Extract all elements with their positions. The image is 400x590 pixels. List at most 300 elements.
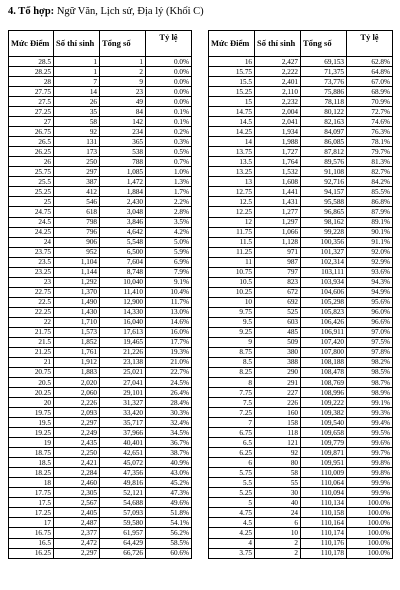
cell-ratio: 99.3%	[347, 408, 393, 418]
cell-candidates: 2,377	[54, 528, 100, 538]
cell-total: 234	[100, 127, 146, 137]
cell-total: 35,717	[100, 418, 146, 428]
cell-ratio: 62.8%	[347, 57, 393, 67]
table-row	[209, 448, 393, 458]
cell-ratio: 93.6%	[347, 267, 393, 277]
cell-total: 142	[100, 117, 146, 127]
cell-score-level: 24.5	[9, 217, 54, 227]
column-header-score-level: Mức Điểm	[209, 31, 255, 57]
cell-score-level: 5	[209, 498, 255, 508]
cell-score-level: 7	[209, 418, 255, 428]
table-row	[9, 107, 192, 117]
cell-score-level: 10.75	[209, 267, 255, 277]
cell-total: 110,064	[301, 478, 347, 488]
cell-candidates: 2,297	[54, 548, 100, 558]
cell-candidates: 2,284	[54, 468, 100, 478]
cell-candidates: 1,912	[54, 357, 100, 367]
cell-score-level: 25	[9, 197, 54, 207]
cell-ratio: 90.1%	[347, 227, 393, 237]
table-row	[9, 337, 192, 347]
cell-candidates: 618	[54, 207, 100, 217]
cell-candidates: 1,532	[255, 167, 301, 177]
cell-total: 86,085	[301, 137, 347, 147]
cell-score-level: 5.25	[209, 488, 255, 498]
cell-total: 101,327	[301, 247, 347, 257]
cell-ratio: 70.9%	[347, 97, 393, 107]
cell-candidates: 1,761	[54, 347, 100, 357]
cell-candidates: 297	[54, 167, 100, 177]
cell-candidates: 250	[54, 157, 100, 167]
cell-candidates: 291	[255, 378, 301, 388]
cell-ratio: 78.1%	[347, 137, 393, 147]
cell-total: 91,108	[301, 167, 347, 177]
table-row	[9, 508, 192, 518]
cell-candidates: 2,093	[54, 408, 100, 418]
cell-score-level: 20.5	[9, 378, 54, 388]
cell-candidates: 2,460	[54, 478, 100, 488]
cell-candidates: 173	[54, 147, 100, 157]
cell-ratio: 97.5%	[347, 337, 393, 347]
cell-candidates: 1,608	[255, 177, 301, 187]
cell-candidates: 290	[255, 367, 301, 377]
cell-ratio: 40.9%	[146, 458, 192, 468]
cell-score-level: 26.75	[9, 127, 54, 137]
cell-total: 84	[100, 107, 146, 117]
cell-score-level: 5.5	[209, 478, 255, 488]
cell-total: 5,548	[100, 237, 146, 247]
cell-score-level: 6.75	[209, 428, 255, 438]
cell-candidates: 2,249	[54, 428, 100, 438]
cell-score-level: 27.75	[9, 87, 54, 97]
table-row	[209, 217, 393, 227]
cell-ratio: 1.3%	[146, 177, 192, 187]
cell-total: 42,651	[100, 448, 146, 458]
cell-candidates: 2	[255, 548, 301, 558]
cell-ratio: 100.0%	[347, 538, 393, 548]
cell-total: 14,330	[100, 307, 146, 317]
table-row	[9, 267, 192, 277]
cell-total: 92,716	[301, 177, 347, 187]
cell-candidates: 158	[255, 418, 301, 428]
cell-ratio: 99.9%	[347, 478, 393, 488]
cell-ratio: 1.0%	[146, 167, 192, 177]
table-header-row	[9, 31, 192, 57]
cell-ratio: 54.1%	[146, 518, 192, 528]
cell-total: 110,178	[301, 548, 347, 558]
cell-candidates: 509	[255, 337, 301, 347]
cell-total: 69,153	[301, 57, 347, 67]
cell-score-level: 11.5	[209, 237, 255, 247]
cell-total: 73,776	[301, 77, 347, 87]
cell-ratio: 98.7%	[347, 378, 393, 388]
cell-candidates: 2,004	[255, 107, 301, 117]
table-row	[9, 77, 192, 87]
cell-candidates: 823	[255, 277, 301, 287]
cell-total: 108,996	[301, 388, 347, 398]
table-row	[9, 97, 192, 107]
table-row	[209, 167, 393, 177]
cell-candidates: 1,292	[54, 277, 100, 287]
cell-ratio: 19.3%	[146, 347, 192, 357]
cell-total: 109,871	[301, 448, 347, 458]
table-row	[209, 317, 393, 327]
table-row	[9, 367, 192, 377]
cell-total: 64,429	[100, 538, 146, 548]
cell-score-level: 24.75	[9, 207, 54, 217]
cell-candidates: 30	[255, 488, 301, 498]
cell-score-level: 18	[9, 478, 54, 488]
cell-total: 11,410	[100, 287, 146, 297]
cell-total: 27,041	[100, 378, 146, 388]
cell-ratio: 2.2%	[146, 197, 192, 207]
cell-ratio: 21.0%	[146, 357, 192, 367]
cell-ratio: 97.0%	[347, 327, 393, 337]
table-row	[209, 247, 393, 257]
table-row	[9, 217, 192, 227]
cell-total: 49	[100, 97, 146, 107]
table-row	[209, 367, 393, 377]
table-row	[209, 438, 393, 448]
column-header-ratio: Tỷ lệ	[146, 31, 192, 57]
cell-score-level: 24	[9, 237, 54, 247]
cell-candidates: 1,727	[255, 147, 301, 157]
cell-ratio: 94.3%	[347, 277, 393, 287]
cell-total: 84,097	[301, 127, 347, 137]
cell-ratio: 0.5%	[146, 147, 192, 157]
cell-score-level: 27.5	[9, 97, 54, 107]
cell-total: 52,121	[100, 488, 146, 498]
section-subjects: Ngữ Văn, Lịch sử, Địa lý (Khối C)	[56, 6, 204, 17]
cell-ratio: 92.9%	[347, 257, 393, 267]
cell-score-level: 21.75	[9, 327, 54, 337]
cell-score-level: 28.5	[9, 57, 54, 67]
table-row	[209, 287, 393, 297]
cell-candidates: 10	[255, 528, 301, 538]
cell-total: 106,911	[301, 327, 347, 337]
table-row	[209, 277, 393, 287]
cell-total: 29,101	[100, 388, 146, 398]
cell-score-level: 19	[9, 438, 54, 448]
cell-total: 103,934	[301, 277, 347, 287]
cell-ratio: 99.9%	[347, 488, 393, 498]
cell-ratio: 97.8%	[347, 347, 393, 357]
cell-candidates: 227	[255, 388, 301, 398]
cell-score-level: 4	[209, 538, 255, 548]
table-row	[209, 357, 393, 367]
cell-total: 47,356	[100, 468, 146, 478]
table-row	[9, 187, 192, 197]
table-row	[9, 418, 192, 428]
cell-score-level: 8.5	[209, 357, 255, 367]
cell-candidates: 1	[54, 57, 100, 67]
cell-total: 110,094	[301, 488, 347, 498]
cell-ratio: 98.2%	[347, 357, 393, 367]
cell-score-level: 26.5	[9, 137, 54, 147]
column-header-total: Tổng số	[301, 31, 347, 57]
cell-score-level: 10	[209, 297, 255, 307]
cell-total: 1,085	[100, 167, 146, 177]
cell-ratio: 30.3%	[146, 408, 192, 418]
cell-total: 37,966	[100, 428, 146, 438]
cell-ratio: 92.0%	[347, 247, 393, 257]
section-number: 4. Tổ hợp:	[8, 6, 55, 17]
cell-ratio: 0.0%	[146, 57, 192, 67]
table-row	[9, 398, 192, 408]
cell-score-level: 12	[209, 217, 255, 227]
table-row	[9, 167, 192, 177]
cell-total: 78,118	[301, 97, 347, 107]
cell-ratio: 89.1%	[347, 217, 393, 227]
cell-ratio: 7.9%	[146, 267, 192, 277]
cell-score-level: 16.5	[9, 538, 54, 548]
cell-candidates: 1,128	[255, 237, 301, 247]
table-row	[209, 307, 393, 317]
cell-ratio: 99.5%	[347, 428, 393, 438]
cell-candidates: 2,405	[54, 508, 100, 518]
cell-total: 96,865	[301, 207, 347, 217]
table-row	[209, 488, 393, 498]
cell-total: 3,048	[100, 207, 146, 217]
table-row	[209, 327, 393, 337]
cell-total: 12,900	[100, 297, 146, 307]
table-row	[209, 538, 393, 548]
cell-ratio: 99.8%	[347, 468, 393, 478]
cell-candidates: 118	[255, 428, 301, 438]
table-row	[209, 428, 393, 438]
table-row	[9, 157, 192, 167]
cell-candidates: 131	[54, 137, 100, 147]
cell-ratio: 0.1%	[146, 117, 192, 127]
table-row	[209, 337, 393, 347]
cell-candidates: 24	[255, 508, 301, 518]
cell-candidates: 92	[255, 448, 301, 458]
cell-total: 110,174	[301, 528, 347, 538]
cell-total: 87,812	[301, 147, 347, 157]
cell-total: 3,846	[100, 217, 146, 227]
cell-candidates: 1,490	[54, 297, 100, 307]
table-row	[9, 327, 192, 337]
cell-total: 89,576	[301, 157, 347, 167]
table-row	[209, 528, 393, 538]
table-row	[9, 448, 192, 458]
table-row	[9, 548, 192, 558]
cell-score-level: 12.25	[209, 207, 255, 217]
cell-ratio: 24.5%	[146, 378, 192, 388]
cell-score-level: 27	[9, 117, 54, 127]
cell-candidates: 92	[54, 127, 100, 137]
table-row	[9, 428, 192, 438]
cell-score-level: 14	[209, 137, 255, 147]
cell-total: 108,188	[301, 357, 347, 367]
cell-candidates: 1,431	[255, 197, 301, 207]
cell-score-level: 9.5	[209, 317, 255, 327]
table-row	[9, 197, 192, 207]
cell-ratio: 5.9%	[146, 247, 192, 257]
cell-candidates: 7	[54, 77, 100, 87]
cell-ratio: 1.7%	[146, 187, 192, 197]
cell-ratio: 26.4%	[146, 388, 192, 398]
cell-ratio: 0.2%	[146, 127, 192, 137]
cell-score-level: 24.25	[9, 227, 54, 237]
cell-candidates: 1,883	[54, 367, 100, 377]
cell-ratio: 100.0%	[347, 508, 393, 518]
cell-total: 49,816	[100, 478, 146, 488]
cell-ratio: 94.9%	[347, 287, 393, 297]
score-table-right	[208, 30, 393, 559]
cell-candidates: 1,764	[255, 157, 301, 167]
cell-candidates: 380	[255, 347, 301, 357]
cell-score-level: 15.5	[209, 77, 255, 87]
cell-score-level: 11	[209, 257, 255, 267]
table-row	[209, 157, 393, 167]
cell-ratio: 96.0%	[347, 307, 393, 317]
cell-ratio: 60.6%	[146, 548, 192, 558]
cell-ratio: 64.8%	[347, 67, 393, 77]
cell-total: 6,500	[100, 247, 146, 257]
section-heading	[8, 6, 204, 17]
cell-total: 7,604	[100, 257, 146, 267]
cell-score-level: 15.75	[209, 67, 255, 77]
table-row	[9, 57, 192, 67]
cell-score-level: 16.25	[9, 548, 54, 558]
cell-ratio: 34.5%	[146, 428, 192, 438]
cell-ratio: 96.6%	[347, 317, 393, 327]
table-row	[9, 227, 192, 237]
table-row	[209, 227, 393, 237]
table-row	[9, 67, 192, 77]
cell-ratio: 85.5%	[347, 187, 393, 197]
cell-candidates: 2,427	[255, 57, 301, 67]
table-row	[209, 77, 393, 87]
column-header-total: Tổng số	[100, 31, 146, 57]
table-row	[209, 137, 393, 147]
cell-total: 108,769	[301, 378, 347, 388]
table-row	[9, 317, 192, 327]
cell-ratio: 28.4%	[146, 398, 192, 408]
table-row	[209, 458, 393, 468]
table-row	[9, 438, 192, 448]
cell-total: 23,138	[100, 357, 146, 367]
cell-candidates: 672	[255, 287, 301, 297]
cell-ratio: 0.0%	[146, 97, 192, 107]
table-row	[9, 127, 192, 137]
table-row	[209, 498, 393, 508]
cell-candidates: 6	[255, 518, 301, 528]
cell-candidates: 160	[255, 408, 301, 418]
table-row	[209, 297, 393, 307]
cell-score-level: 22.75	[9, 287, 54, 297]
cell-score-level: 23.75	[9, 247, 54, 257]
cell-candidates: 2,487	[54, 518, 100, 528]
cell-candidates: 412	[54, 187, 100, 197]
table-row	[9, 237, 192, 247]
cell-total: 105,298	[301, 297, 347, 307]
cell-candidates: 55	[255, 478, 301, 488]
cell-total: 61,957	[100, 528, 146, 538]
cell-ratio: 0.0%	[146, 67, 192, 77]
cell-score-level: 7.25	[209, 408, 255, 418]
cell-ratio: 0.0%	[146, 87, 192, 97]
cell-score-level: 22.25	[9, 307, 54, 317]
cell-total: 23	[100, 87, 146, 97]
cell-score-level: 28.25	[9, 67, 54, 77]
cell-candidates: 971	[255, 247, 301, 257]
cell-score-level: 23.25	[9, 267, 54, 277]
table-row	[9, 87, 192, 97]
cell-candidates: 2,421	[54, 458, 100, 468]
cell-total: 100,356	[301, 237, 347, 247]
cell-total: 110,158	[301, 508, 347, 518]
cell-ratio: 87.9%	[347, 207, 393, 217]
cell-score-level: 22	[9, 317, 54, 327]
cell-total: 45,072	[100, 458, 146, 468]
cell-ratio: 100.0%	[347, 518, 393, 528]
table-row	[9, 277, 192, 287]
table-row	[209, 408, 393, 418]
table-row	[209, 257, 393, 267]
table-row	[9, 458, 192, 468]
cell-score-level: 19.25	[9, 428, 54, 438]
cell-ratio: 0.7%	[146, 157, 192, 167]
cell-total: 788	[100, 157, 146, 167]
cell-total: 104,606	[301, 287, 347, 297]
table-row	[209, 508, 393, 518]
column-header-candidates: Số thí sinh	[255, 31, 301, 57]
cell-ratio: 99.8%	[347, 458, 393, 468]
cell-score-level: 20.25	[9, 388, 54, 398]
cell-candidates: 525	[255, 307, 301, 317]
cell-score-level: 7.75	[209, 388, 255, 398]
cell-score-level: 19.75	[9, 408, 54, 418]
cell-score-level: 20.75	[9, 367, 54, 377]
cell-total: 107,800	[301, 347, 347, 357]
cell-ratio: 0.0%	[146, 77, 192, 87]
cell-score-level: 21.25	[9, 347, 54, 357]
cell-score-level: 9.25	[209, 327, 255, 337]
cell-ratio: 98.5%	[347, 367, 393, 377]
cell-total: 31,327	[100, 398, 146, 408]
cell-score-level: 16.75	[9, 528, 54, 538]
cell-score-level: 8.25	[209, 367, 255, 377]
table-row	[209, 187, 393, 197]
cell-total: 19,465	[100, 337, 146, 347]
cell-candidates: 14	[54, 87, 100, 97]
table-row	[9, 287, 192, 297]
cell-ratio: 17.7%	[146, 337, 192, 347]
cell-candidates: 1,104	[54, 257, 100, 267]
table-row	[9, 538, 192, 548]
cell-candidates: 906	[54, 237, 100, 247]
cell-ratio: 16.0%	[146, 327, 192, 337]
cell-ratio: 99.1%	[347, 398, 393, 408]
cell-candidates: 797	[255, 267, 301, 277]
cell-ratio: 49.6%	[146, 498, 192, 508]
cell-ratio: 9.1%	[146, 277, 192, 287]
cell-score-level: 4.5	[209, 518, 255, 528]
cell-candidates: 1,441	[255, 187, 301, 197]
cell-total: 110,134	[301, 498, 347, 508]
cell-ratio: 76.3%	[347, 127, 393, 137]
cell-candidates: 1,988	[255, 137, 301, 147]
cell-score-level: 13.5	[209, 157, 255, 167]
table-header-row	[209, 31, 393, 57]
cell-score-level: 14.5	[209, 117, 255, 127]
cell-candidates: 1,277	[255, 207, 301, 217]
cell-score-level: 4.25	[209, 528, 255, 538]
cell-score-level: 20	[9, 398, 54, 408]
cell-total: 109,382	[301, 408, 347, 418]
cell-score-level: 3.75	[209, 548, 255, 558]
